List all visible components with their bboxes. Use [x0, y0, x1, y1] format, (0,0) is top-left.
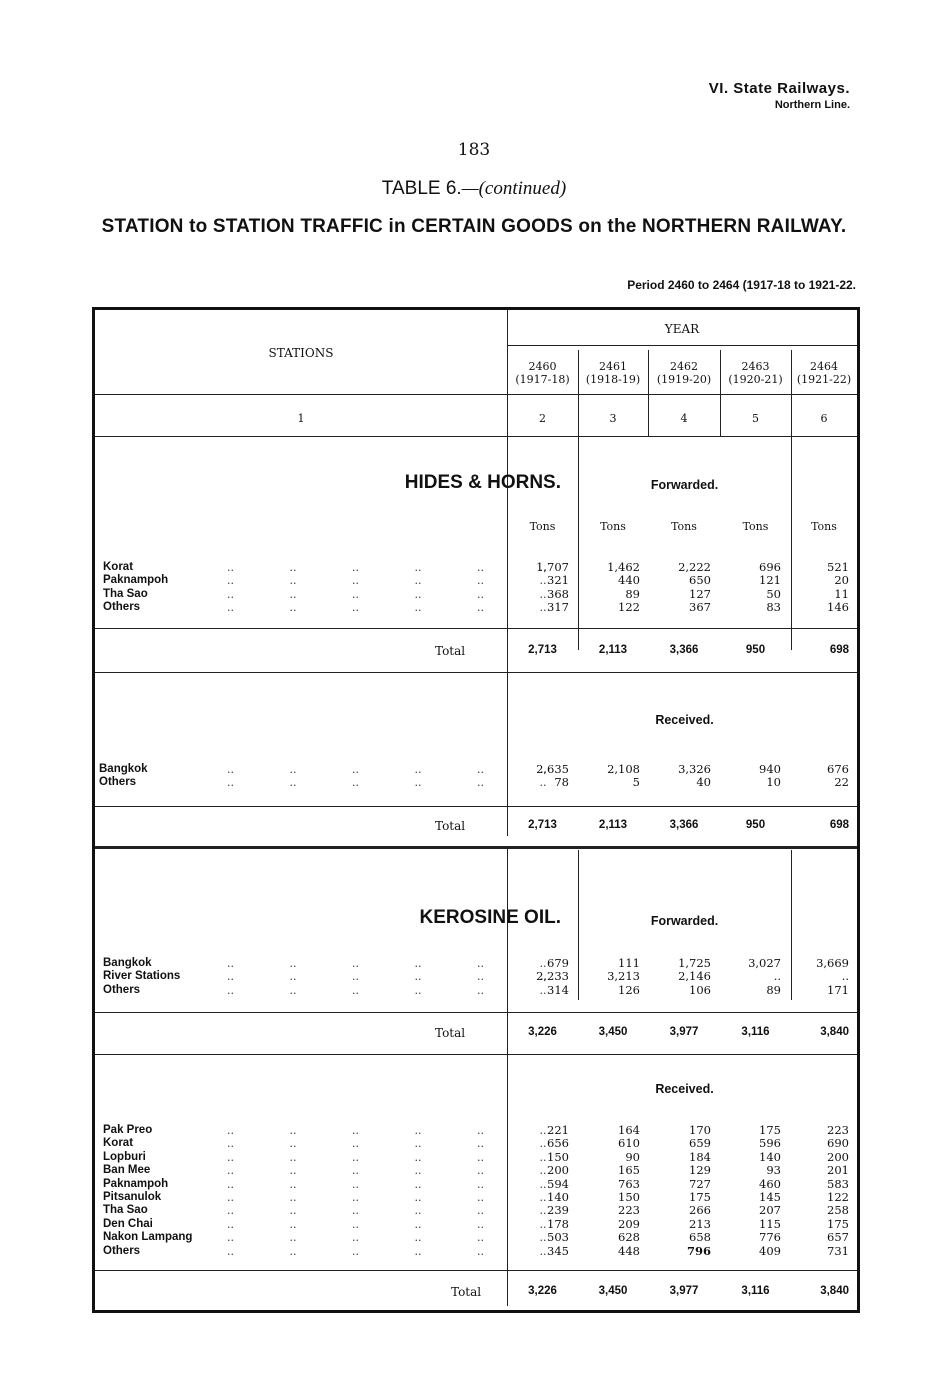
header-rule: [95, 394, 857, 395]
hides-forwarded-label: Forwarded.: [650, 478, 719, 492]
kero-rcv-col-2: 164 610 90 165 763 150 223 209 628 448: [618, 1123, 640, 1258]
page-number: 183: [457, 140, 491, 160]
station-name: Tha Sao: [103, 587, 148, 600]
total-value: 2,713: [528, 644, 557, 656]
main-title: STATION to STATION TRAFFIC in CERTAIN GOODS on the NORTHERN RAILWAY.: [101, 216, 847, 237]
station-name: Bangkok: [99, 763, 148, 775]
kero-fwd-col-3: 1,725 2,146 106: [678, 956, 711, 997]
leader-dots: .. .. .. .. .. .. .. .. .. .. .. .. .. .. .. .. .. ..: [227, 957, 547, 997]
section-title: VI. State Railways.: [708, 80, 850, 97]
total-value: 3,226: [528, 1285, 557, 1297]
station-name: Den Chai: [103, 1217, 153, 1230]
kero-fwd-col-5: 3,669 .. 171: [816, 956, 849, 997]
section-subtitle: Northern Line.: [774, 99, 850, 111]
station-name: Nakon Lampang: [103, 1231, 193, 1244]
year-col-5: 2464 (1921-22): [796, 360, 852, 386]
total-value: 3,366: [669, 819, 699, 831]
running-header: [709, 80, 850, 111]
unit-col-2: Tons: [600, 520, 626, 533]
table-title-prefix: TABLE 6.: [381, 178, 462, 199]
kero-rcv-total-label: Total: [451, 1285, 482, 1299]
hides-fwd-col-2: 1,462 440 89 122: [607, 560, 640, 615]
table-title-suffix: —(continued): [461, 178, 567, 199]
total-value: 3,840: [820, 1285, 849, 1297]
station-name: Others: [103, 601, 141, 614]
leader-dots: .. .. .. .. .. .. .. .. .. .. .. .. .. .. .. .. .. .. .. .. .. .. .. .. .. .. .. .. .. .. .. .. .. .. .. .. .. .. .. .. .. .. .. .. .. .. .. .. .. .. .. .. .. .. .. .. .. .. .. ..: [227, 1124, 547, 1258]
col-number-6: 6: [820, 412, 828, 425]
station-name: Korat: [103, 561, 134, 573]
year-col-2: 2461 (1918-19): [585, 360, 641, 386]
hides-section-title: HIDES & HORNS.: [404, 472, 561, 493]
total-value: 3,116: [741, 1285, 770, 1297]
hides-fwd-col-3: 2,222 650 127 367: [678, 560, 711, 615]
traffic-table: [92, 307, 860, 1313]
kerosine-forwarded-label: Forwarded.: [650, 914, 719, 928]
kero-rcv-stations: [103, 1124, 192, 1258]
total-value: 698: [829, 819, 849, 831]
col-divider-5b: [791, 850, 792, 1000]
hides-fwd-col-5: 521 20 11 146: [827, 560, 849, 615]
hides-rcv-total-rule: [95, 806, 857, 807]
unit-col-1: Tons: [529, 520, 556, 533]
col-number-5: 5: [752, 412, 759, 425]
col-divider-2: [578, 350, 579, 650]
leader-dots: .. .. .. .. .. .. .. .. .. .. .. .. .. .. .. .. .. .. .. .. .. .. .. ..: [227, 561, 547, 615]
year-col-1: 2460 (1917-18): [515, 360, 570, 386]
kero-rcv-total-rule: [95, 1270, 857, 1271]
total-value: 2,713: [528, 819, 557, 831]
hides-fwd-end-rule: [95, 672, 857, 673]
kero-rcv-col-4: 175 596 140 93 460 145 207 115 776 409: [759, 1123, 781, 1258]
total-value: 950: [745, 644, 766, 656]
kero-fwd-end-rule: [95, 1054, 857, 1055]
station-name: River Stations: [103, 970, 181, 983]
station-name: Tha Sao: [103, 1204, 148, 1217]
unit-col-4: Tons: [742, 520, 769, 533]
station-name: Pitsanulok: [103, 1190, 162, 1203]
kerosine-received-label: Received.: [655, 1082, 714, 1096]
kero-rcv-col-5: 223 690 200 201 583 122 258 175 657 731: [827, 1123, 849, 1258]
kerosine-section-title: KEROSINE OIL.: [419, 907, 561, 928]
hides-fwd-stations: [103, 561, 168, 615]
section-divider: [95, 846, 857, 849]
hides-rcv-stations: [99, 763, 148, 790]
total-value: 2,113: [598, 644, 628, 656]
total-value: 3,450: [598, 1026, 628, 1038]
col-number-3: 3: [609, 412, 617, 425]
kero-fwd-col-4: 3,027 .. 89: [748, 956, 781, 997]
total-value: 950: [745, 819, 766, 831]
table-title: [0, 178, 948, 200]
col-divider-5: [791, 350, 792, 650]
total-value: 3,366: [669, 644, 699, 656]
total-value: 3,116: [741, 1026, 770, 1038]
col-number-1: 1: [297, 412, 305, 425]
kero-fwd-total-label: Total: [435, 1026, 466, 1040]
year-col-4: 2463 (1920-21): [728, 360, 783, 386]
station-name: Pak Preo: [103, 1124, 153, 1136]
period-label: Period 2460 to 2464 (1917-18 to 1921-22.: [627, 278, 856, 292]
hides-fwd-col-1: 1,707 321 368 317: [536, 560, 569, 615]
station-name: Bangkok: [103, 957, 152, 969]
kero-fwd-total-rule: [95, 1012, 857, 1013]
hides-rcv-col-5: 676 22: [827, 762, 849, 790]
hides-fwd-total-label: Total: [435, 644, 466, 658]
station-name: Ban Mee: [103, 1164, 151, 1177]
total-value: 3,450: [598, 1285, 628, 1297]
total-value: 3,840: [820, 1026, 849, 1038]
hides-rcv-col-4: 940 10: [759, 762, 781, 790]
year-header: YEAR: [664, 322, 700, 336]
station-name: Others: [99, 776, 137, 789]
year-col-3: 2462 (1919-20): [656, 360, 712, 386]
number-rule: [95, 436, 857, 437]
unit-col-3: Tons: [671, 520, 697, 533]
total-value: 698: [829, 644, 849, 656]
total-value: 3,977: [669, 1026, 699, 1038]
hides-rcv-col-2: 2,108 5: [607, 762, 640, 790]
total-value: 3,226: [528, 1026, 557, 1038]
total-value: 3,977: [669, 1285, 699, 1297]
hides-rcv-col-1: 2,635 78: [536, 762, 569, 790]
kero-rcv-col-3: 170 659 184 129 727 175 266 213 658 796: [686, 1123, 711, 1258]
hides-received-label: Received.: [655, 713, 714, 727]
col-number-2: 2: [539, 412, 546, 425]
hides-fwd-col-4: 696 121 50 83: [759, 560, 781, 615]
station-name: Korat: [103, 1137, 134, 1150]
kero-fwd-stations: [103, 957, 180, 997]
station-name: Others: [103, 1244, 141, 1257]
station-name: Paknampoh: [103, 574, 169, 587]
leader-dots: .. .. .. .. .. .. .. .. .. .. .. ..: [227, 763, 547, 790]
station-name: Lopburi: [103, 1150, 146, 1163]
kero-rcv-col-1: 221 656 150 200 594 140 239 178 503 345: [547, 1123, 569, 1258]
stations-header: STATIONS: [268, 346, 334, 360]
station-name: Paknampoh: [103, 1177, 169, 1190]
hides-rcv-total-label: Total: [435, 819, 466, 833]
hides-rcv-col-3: 3,326 40: [678, 762, 711, 790]
year-rule: [507, 345, 857, 346]
col-number-4: 4: [680, 412, 688, 425]
hides-fwd-total-rule: [95, 628, 857, 629]
kero-fwd-col-2: 111 3,213 126: [607, 956, 640, 997]
total-value: 2,113: [598, 819, 628, 831]
kero-fwd-col-1: 679 2,233 314: [536, 956, 569, 997]
unit-col-5: Tons: [811, 520, 837, 533]
station-name: Others: [103, 983, 141, 996]
